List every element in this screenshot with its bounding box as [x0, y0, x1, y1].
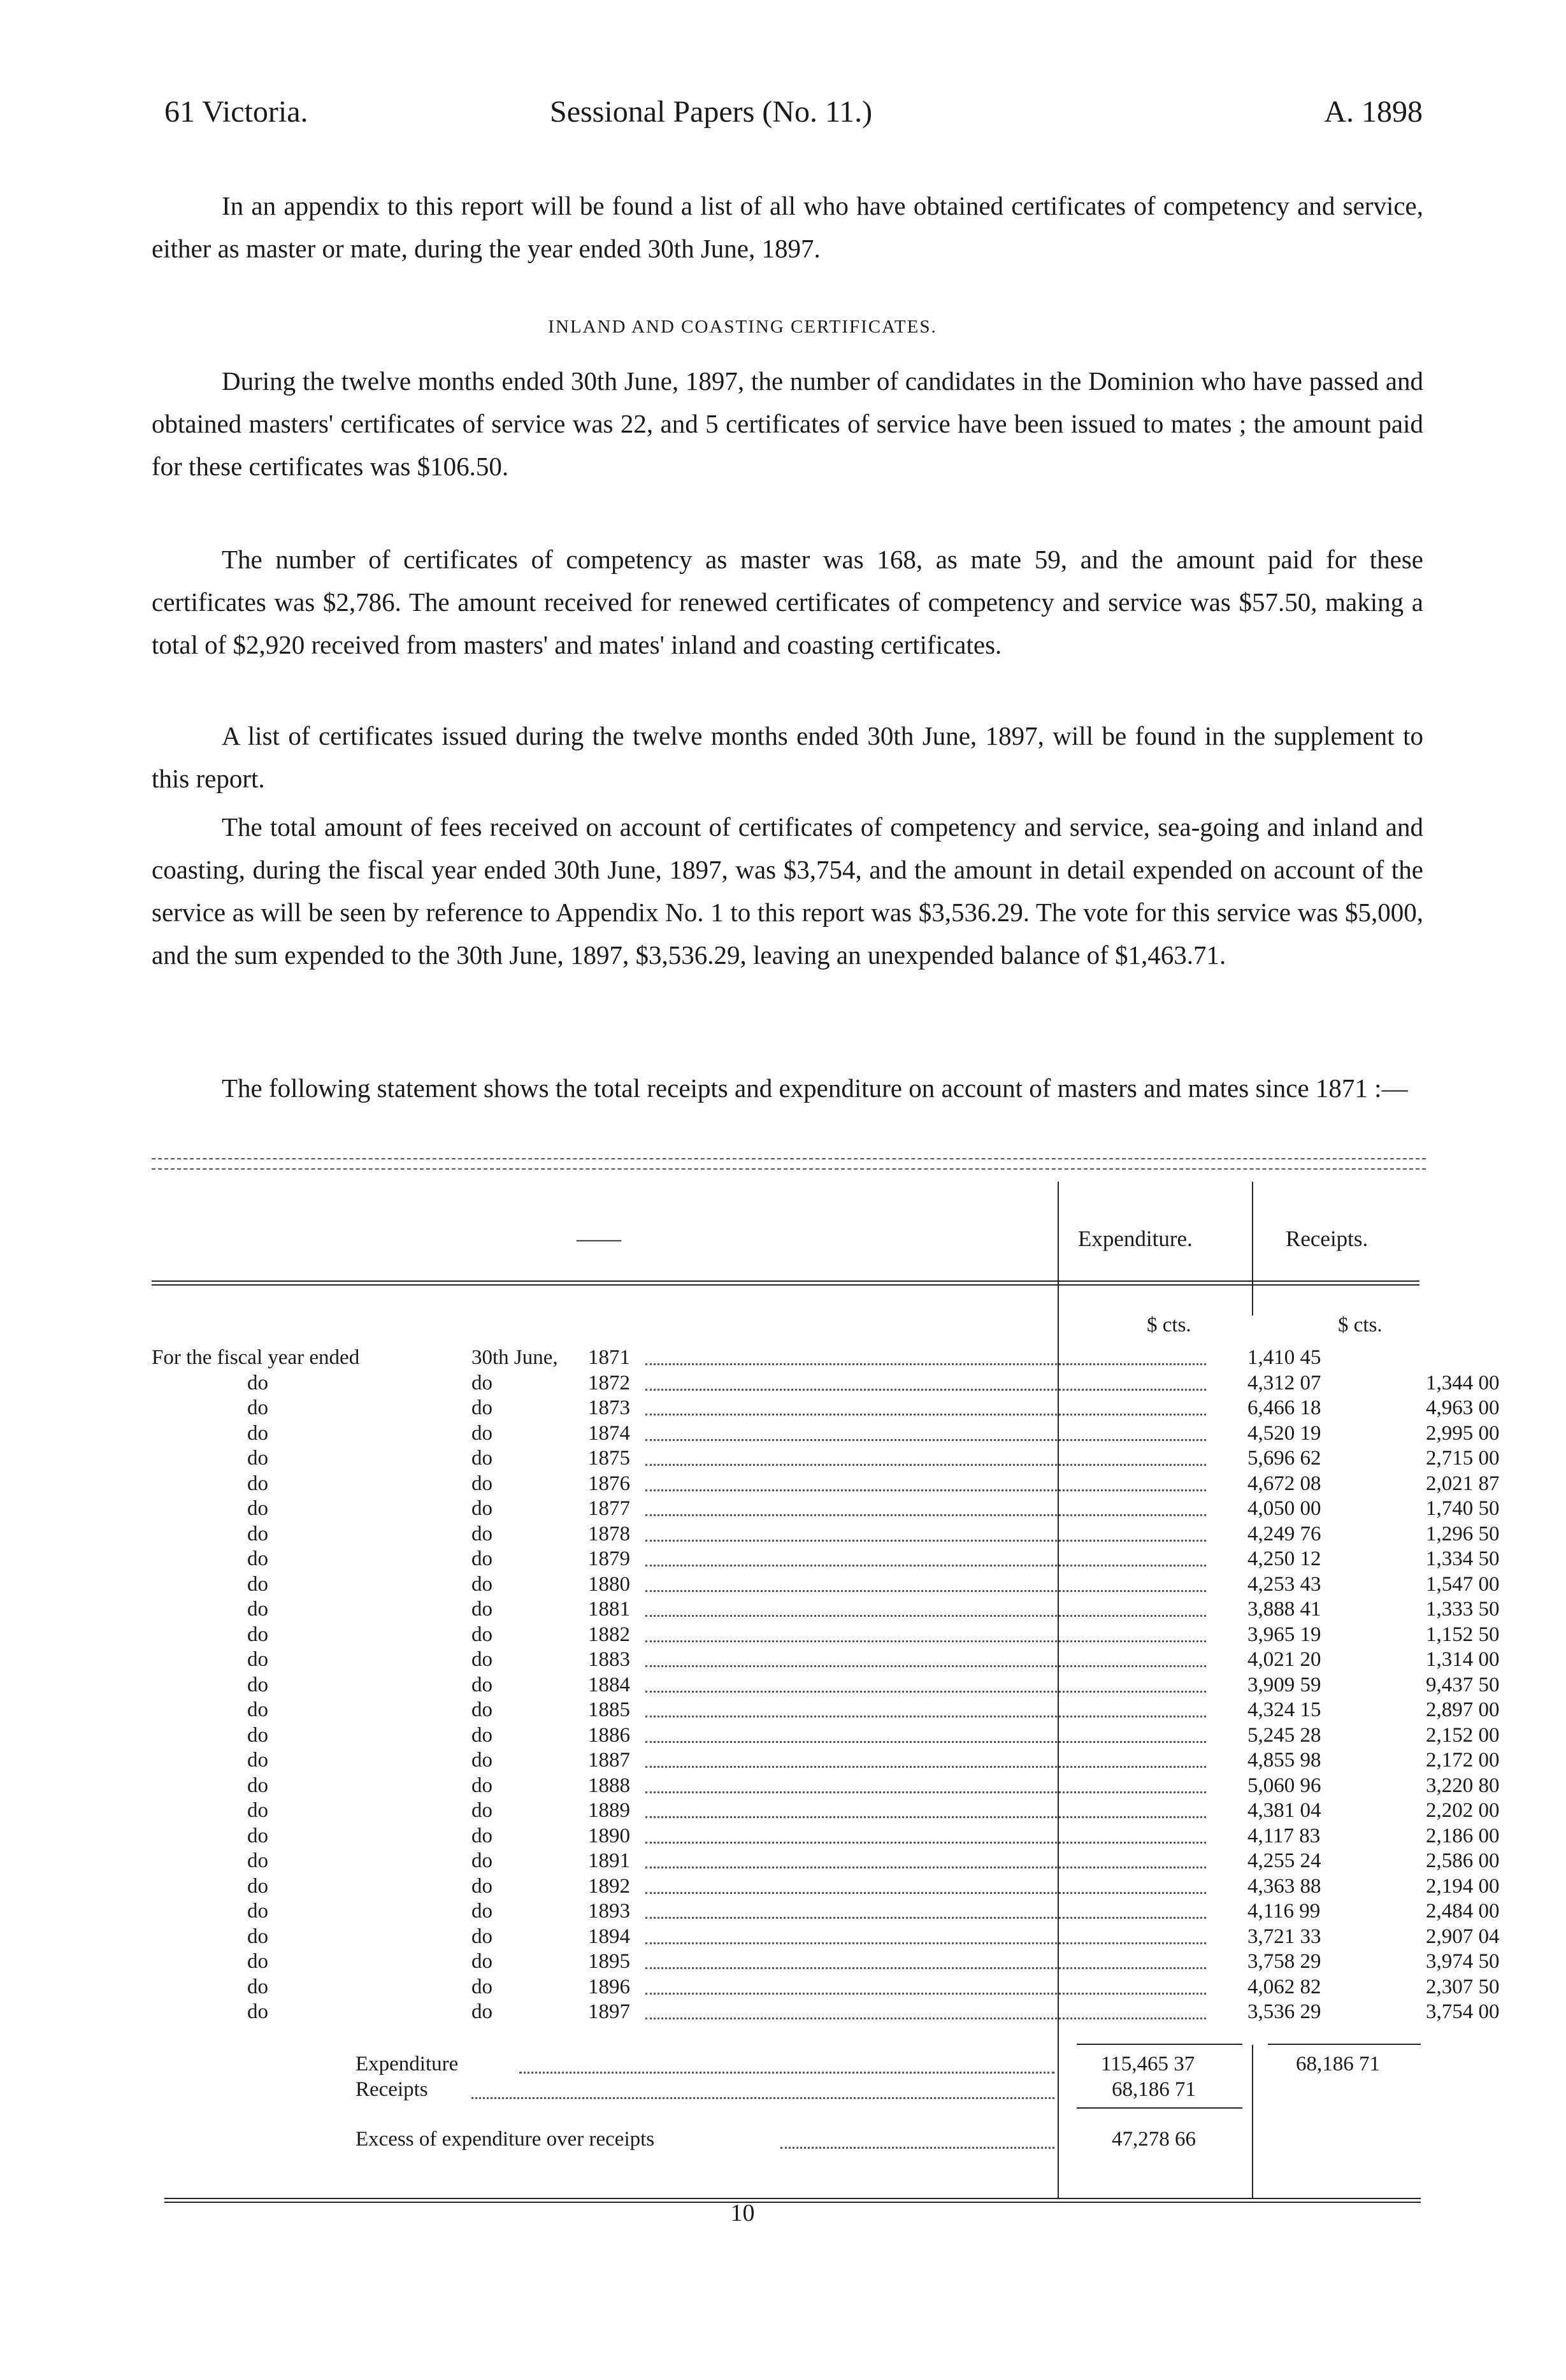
row-receipts: 1,333 50 [1426, 1598, 1500, 1621]
row-year: 1882 [588, 1623, 630, 1646]
row-receipts: 1,344 00 [1426, 1371, 1500, 1394]
table-row [152, 1572, 1500, 1598]
row-label: do [247, 1723, 268, 1747]
table-row [152, 1798, 1500, 1824]
leader [645, 1665, 1206, 1667]
leader [645, 1363, 1206, 1365]
leader [645, 1489, 1206, 1491]
row-expenditure: 4,050 00 [1247, 1497, 1321, 1520]
totals-rule [1077, 2044, 1242, 2045]
row-expenditure: 4,117 83 [1247, 1824, 1321, 1847]
table-row [152, 1975, 1500, 2000]
row-receipts: 1,740 50 [1426, 1497, 1500, 1520]
row-expenditure: 1,410 45 [1247, 1346, 1321, 1369]
column-divider-exp-foot [1252, 2045, 1253, 2198]
row-label: do [247, 1572, 268, 1596]
header-rule [152, 1280, 1419, 1282]
row-date: do [471, 1849, 492, 1872]
paragraph-appendix: In an appendix to this report will be found a list of all who have obtained certificates of competency and service, either as master or mate, during the year ended 30th June, 1897. [152, 191, 1423, 263]
row-label: do [247, 1648, 268, 1671]
row-date: do [471, 1497, 492, 1520]
row-year: 1874 [588, 1421, 630, 1445]
leader [645, 1741, 1206, 1743]
row-year: 1875 [588, 1447, 630, 1470]
leader [645, 1514, 1206, 1516]
page-number: 10 [730, 2200, 755, 2226]
row-label: do [247, 1522, 268, 1545]
row-expenditure: 5,060 96 [1247, 1774, 1321, 1797]
row-receipts: 1,314 00 [1426, 1648, 1500, 1671]
table-row [152, 1421, 1500, 1447]
table-row [152, 1623, 1500, 1648]
totals-rule-receipts [1268, 2044, 1421, 2045]
row-receipts: 2,202 00 [1426, 1799, 1500, 1822]
row-year: 1878 [588, 1522, 630, 1545]
row-year: 1873 [588, 1396, 630, 1419]
row-year: 1871 [588, 1346, 630, 1369]
row-date: do [471, 1396, 492, 1419]
leader [645, 1439, 1206, 1441]
row-expenditure: 4,520 19 [1247, 1421, 1321, 1445]
leader [645, 1917, 1206, 1919]
leader [645, 1414, 1206, 1416]
row-label: do [247, 1900, 268, 1923]
unit-receipts: $ cts. [1338, 1314, 1383, 1337]
row-expenditure: 4,255 24 [1247, 1849, 1321, 1872]
row-expenditure: 3,965 19 [1247, 1623, 1321, 1646]
row-label: do [247, 1497, 268, 1520]
row-label: do [247, 1396, 268, 1419]
table-row [152, 1673, 1500, 1698]
row-expenditure: 4,021 20 [1247, 1648, 1321, 1671]
row-year: 1879 [588, 1547, 630, 1570]
row-receipts: 2,172 00 [1426, 1749, 1500, 1772]
row-receipts: 2,907 04 [1426, 1925, 1500, 1948]
excess-label: Excess of expenditure over receipts [356, 2128, 655, 2151]
table-body [152, 1345, 1500, 2025]
row-label: do [247, 2000, 268, 2023]
row-year: 1872 [588, 1371, 630, 1394]
row-year: 1892 [588, 1874, 630, 1898]
leader [645, 1867, 1206, 1868]
row-date: do [471, 1723, 492, 1747]
row-receipts: 1,296 50 [1426, 1522, 1500, 1545]
row-label: do [247, 1774, 268, 1797]
leader [645, 1691, 1206, 1693]
paragraph-service-certificates: During the twelve months ended 30th June, 1897, the number of candidates in the Dominion who have passed and obtained masters' certificates of service was 22, and 5 certificates of service have been issued to mates ; the amount paid for these certificates was $106.50. [152, 366, 1423, 481]
row-date: do [471, 1673, 492, 1696]
table-row [152, 1899, 1500, 1925]
leader [645, 1842, 1206, 1844]
leader [645, 1590, 1206, 1592]
row-label: do [247, 1673, 268, 1696]
table-row [152, 1371, 1500, 1396]
table-row [152, 1345, 1426, 1371]
leader [645, 1540, 1206, 1542]
row-date: do [471, 1623, 492, 1646]
leader [645, 1716, 1206, 1717]
paragraph-competency-certificates: The number of certificates of competency as master was 168, as mate 59, and the amount paid for these certificates was $2,786. The amount received for renewed certificates of competency and service was $57.50, making a total of $2,920 received from masters' and mates' inland and coasting certificates. [152, 545, 1423, 659]
row-date: do [471, 1547, 492, 1570]
leader [645, 1640, 1206, 1642]
row-label: do [247, 1925, 268, 1948]
leader [519, 2072, 1054, 2074]
row-year: 1886 [588, 1723, 630, 1747]
row-expenditure: 3,888 41 [1247, 1598, 1321, 1621]
table-row [152, 1874, 1500, 1900]
row-year: 1885 [588, 1698, 630, 1721]
paragraph-statement-intro: The following statement shows the total receipts and expenditure on account of masters and mates since 1871 :— [222, 1073, 1408, 1103]
table-row [152, 1446, 1500, 1472]
running-header [164, 94, 1423, 133]
row-year: 1895 [588, 1950, 630, 1973]
row-expenditure: 4,381 04 [1247, 1799, 1321, 1822]
receipts-subtract-value: 68,186 71 [1112, 2078, 1196, 2101]
row-date: do [471, 1975, 492, 1998]
section-heading: INLAND AND COASTING CERTIFICATES. [548, 317, 937, 337]
row-date: do [471, 1572, 492, 1596]
header-session: 61 Victoria. [164, 95, 308, 129]
paragraph-fees: The total amount of fees received on account of certificates of competency and service, sea-going and inland and coasting, during the fiscal year ended 30th June, 1897, was $3,754, and the amount in detail expended on account of the service as will be seen by reference to Appendix No. 1 to this report was $3,536.29. The vote for this service was $5,000, and the sum expended to the 30th June, 1897, $3,536.29, leaving an unexpended balance of $1,463.71. [152, 812, 1423, 970]
table-row [152, 1774, 1500, 1799]
row-receipts: 2,307 50 [1426, 1975, 1500, 1998]
stub-header: —— [577, 1226, 621, 1251]
row-year: 1888 [588, 1774, 630, 1797]
row-receipts: 2,484 00 [1426, 1900, 1500, 1923]
row-year: 1893 [588, 1900, 630, 1923]
table-row [152, 1597, 1500, 1623]
row-receipts: 1,547 00 [1426, 1572, 1500, 1596]
header-year: A. 1898 [1324, 95, 1423, 129]
row-date: do [471, 1598, 492, 1621]
row-label: do [247, 1472, 268, 1495]
unit-expenditure: $ cts. [1147, 1314, 1191, 1337]
row-date: do [471, 1421, 492, 1445]
row-year: 1880 [588, 1572, 630, 1596]
row-year: 1884 [588, 1673, 630, 1696]
row-label: do [247, 1975, 268, 1998]
row-label: do [247, 1598, 268, 1621]
row-date: do [471, 1698, 492, 1721]
column-divider-exp-head [1252, 1182, 1253, 1315]
row-date: 30th June, [471, 1346, 558, 1369]
row-receipts: 1,334 50 [1426, 1547, 1500, 1570]
row-expenditure: 4,855 98 [1247, 1749, 1321, 1772]
row-date: do [471, 1900, 492, 1923]
row-expenditure: 4,672 08 [1247, 1472, 1321, 1495]
row-receipts: 2,152 00 [1426, 1723, 1500, 1747]
leader [645, 1791, 1206, 1793]
table-row [152, 1522, 1500, 1547]
row-year: 1887 [588, 1749, 630, 1772]
row-receipts: 4,963 00 [1426, 1396, 1500, 1419]
leader [645, 1967, 1206, 1969]
row-expenditure: 3,758 29 [1247, 1950, 1321, 1973]
table-row [152, 1698, 1500, 1723]
row-expenditure: 4,324 15 [1247, 1698, 1321, 1721]
table-row [152, 1723, 1500, 1749]
paragraph-supplement: A list of certificates issued during the twelve months ended 30th June, 1897, will be found in the supplement to this report. [152, 721, 1423, 793]
table-row [152, 1647, 1500, 1673]
leader [645, 2018, 1206, 2019]
row-date: do [471, 1472, 492, 1495]
leader [645, 1892, 1206, 1894]
row-receipts: 1,152 50 [1426, 1623, 1500, 1646]
row-label: do [247, 1874, 268, 1898]
table-row [152, 1496, 1500, 1522]
row-label: do [247, 1421, 268, 1445]
row-date: do [471, 1925, 492, 1948]
row-expenditure: 6,466 18 [1247, 1396, 1321, 1419]
row-date: do [471, 1648, 492, 1671]
row-label: do [247, 1547, 268, 1570]
leader [645, 1816, 1206, 1818]
row-receipts: 2,186 00 [1426, 1824, 1500, 1847]
leader [645, 1615, 1206, 1617]
row-date: do [471, 2000, 492, 2023]
row-date: do [471, 1824, 492, 1847]
row-label: do [247, 1698, 268, 1721]
row-year: 1894 [588, 1925, 630, 1948]
row-receipts: 2,586 00 [1426, 1849, 1500, 1872]
total-expenditure-label: Expenditure [356, 2053, 459, 2075]
row-year: 1876 [588, 1472, 630, 1495]
header-title: Sessional Papers (No. 11.) [550, 95, 873, 129]
leader [645, 1993, 1206, 1995]
row-date: do [471, 1799, 492, 1822]
leader [645, 1565, 1206, 1566]
excess-rule [1077, 2107, 1242, 2109]
row-year: 1883 [588, 1648, 630, 1671]
row-expenditure: 5,245 28 [1247, 1723, 1321, 1747]
row-date: do [471, 1774, 492, 1797]
leader [780, 2147, 1054, 2149]
row-expenditure: 4,253 43 [1247, 1572, 1321, 1596]
row-receipts: 2,715 00 [1426, 1447, 1500, 1470]
row-date: do [471, 1447, 492, 1470]
row-year: 1881 [588, 1598, 630, 1621]
row-year: 1890 [588, 1824, 630, 1847]
row-label: do [247, 1849, 268, 1872]
row-date: do [471, 1371, 492, 1394]
table-top-rule-2 [152, 1168, 1426, 1170]
row-label: do [247, 1371, 268, 1394]
row-receipts: 2,021 87 [1426, 1472, 1500, 1495]
table-row [152, 1472, 1500, 1497]
row-date: do [471, 1874, 492, 1898]
table-top-rule [152, 1158, 1426, 1159]
expenditure-header: Expenditure. [1078, 1226, 1193, 1251]
leader [471, 2097, 1054, 2099]
table-row [152, 1849, 1500, 1874]
row-receipts: 9,437 50 [1426, 1673, 1500, 1696]
row-expenditure: 4,250 12 [1247, 1547, 1321, 1570]
leader [645, 1389, 1206, 1391]
table-row [152, 1748, 1500, 1774]
row-receipts: 3,220 80 [1426, 1774, 1500, 1797]
row-date: do [471, 1749, 492, 1772]
row-expenditure: 4,116 99 [1247, 1900, 1321, 1923]
row-date: do [471, 1522, 492, 1545]
table-row [152, 1824, 1500, 1849]
row-expenditure: 4,249 76 [1247, 1522, 1321, 1545]
table-row [152, 1925, 1500, 1950]
table-row [152, 2000, 1500, 2025]
row-receipts: 2,194 00 [1426, 1874, 1500, 1898]
header-rule-2 [152, 1284, 1419, 1286]
row-expenditure: 4,363 88 [1247, 1874, 1321, 1898]
table-row [152, 1396, 1500, 1421]
row-expenditure: 3,536 29 [1247, 2000, 1321, 2023]
row-receipts: 3,754 00 [1426, 2000, 1500, 2023]
row-label: do [247, 1950, 268, 1973]
receipts-header: Receipts. [1286, 1226, 1368, 1251]
total-receipts-value: 68,186 71 [1296, 2053, 1380, 2075]
row-receipts: 3,974 50 [1426, 1950, 1500, 1973]
leader [645, 1942, 1206, 1944]
row-label: do [247, 1447, 268, 1470]
receipts-label: Receipts [356, 2078, 428, 2101]
row-year: 1891 [588, 1849, 630, 1872]
table-row [152, 1949, 1500, 1975]
row-receipts: 2,995 00 [1426, 1421, 1500, 1445]
row-expenditure: 4,062 82 [1247, 1975, 1321, 1998]
leader [645, 1766, 1206, 1768]
row-label: do [247, 1824, 268, 1847]
row-year: 1896 [588, 1975, 630, 1998]
row-expenditure: 5,696 62 [1247, 1447, 1321, 1470]
row-label: do [247, 1799, 268, 1822]
excess-value: 47,278 66 [1112, 2128, 1196, 2151]
row-date: do [471, 1950, 492, 1973]
table-row [152, 1547, 1500, 1572]
row-expenditure: 4,312 07 [1247, 1371, 1321, 1394]
row-label: For the fiscal year ended [152, 1346, 360, 1369]
row-year: 1889 [588, 1799, 630, 1822]
leader [645, 1464, 1206, 1466]
row-year: 1877 [588, 1497, 630, 1520]
row-receipts: 2,897 00 [1426, 1698, 1500, 1721]
total-expenditure-value: 115,465 37 [1101, 2053, 1195, 2075]
row-year: 1897 [588, 2000, 630, 2023]
row-label: do [247, 1623, 268, 1646]
row-label: do [247, 1749, 268, 1772]
row-expenditure: 3,909 59 [1247, 1673, 1321, 1696]
row-expenditure: 3,721 33 [1247, 1925, 1321, 1948]
